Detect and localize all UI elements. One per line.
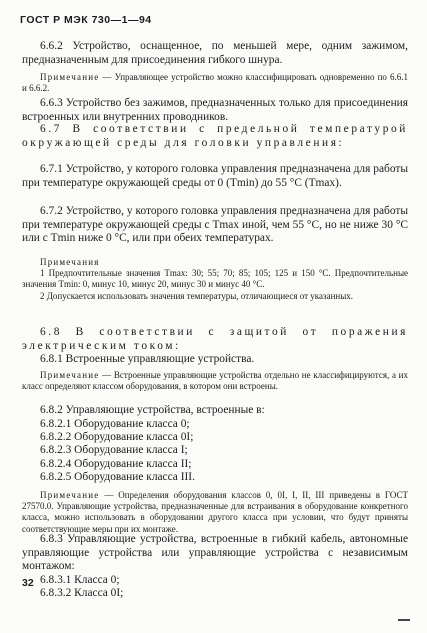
note-text: — Управляющее устройство можно классифицировать одновременно по 6.6.1 и 6.6.2. [22,72,408,94]
paragraph-6-7-1: 6.7.1 Устройство, у которого головка управления предназначена для работы при температуре окружающей среды от 0 (Tmin) до 55 °С (Tmax). [22,163,408,189]
note-label: Примечание [40,370,100,380]
paragraph-6-8-1: 6.8.1 Встроенные управляющие устройства. [40,353,255,366]
list-item: 6.8.2.4 Оборудование класса II; [40,457,192,470]
section-6-7 [22,123,408,150]
list-6-8-3 [22,574,408,601]
note-6-8-2 [22,490,408,535]
page-number: 32 [22,577,34,589]
section-6-7-2 [22,205,408,246]
list-item: 6.8.3.2 Класса 0I; [40,587,124,600]
section-6-8-3 [22,533,408,601]
paragraph-6-6-3: 6.6.3 Устройство без зажимов, предназначенных только для присоединения встроенных или внутренних проводников. [22,97,408,123]
paragraph-6-8-2: 6.8.2 Управляющие устройства, встроенные в: [40,404,265,416]
notes-label: Примечания [40,257,100,267]
list-item: 6.8.2.2 Оборудование класса 0I; [40,431,194,443]
section-6-8-2 [22,404,408,485]
section-6-7-1 [22,163,408,190]
note-text: — Определения оборудования классов 0, 0I, I, II, III приведены в ГОСТ 27570.0. Управляющие устройства, предназначенные для встраивания в оборудование конкретного класса, можно использовать в оборудовании другого класса при условии, что будут приняты соответствующие меры при их монтаже. [22,490,408,534]
section-6-6-2 [22,40,408,67]
section-6-8 [22,326,408,367]
note-6-8-1 [22,370,408,392]
note-label: Примечание [40,490,100,500]
note-text: — Встроенные управляющие устройства отдельно не классифицируются, а их класс определяют классом оборудования, в котором они встроены. [22,370,408,392]
notes-item-2: 2 Допускается использовать значения температуры, отличающиеся от указанных. [40,290,354,301]
list-item: 6.8.3.1 Класса 0; [40,573,120,586]
note-paragraph [22,72,408,94]
note-label: Примечание [40,72,100,82]
section-6-6-3 [22,97,408,124]
note-paragraph [22,490,408,535]
list-item: 6.8.2.1 Оборудование класса 0; [40,417,190,430]
note-6-6 [22,72,408,94]
heading-6-8: 6.8 В соответствии с защитой от поражения электрическим током: [22,326,408,352]
notes-6-7 [22,257,408,302]
heading-6-7: 6.7 В соответствии с предельной температурой окружающей среды для головки управления: [22,123,408,149]
page-header: ГОСТ Р МЭК 730—1—94 [20,14,152,26]
paragraph-6-8-3: 6.8.3 Управляющие устройства, встроенные в гибкий кабель, автономные управляющие устройства или управляющие устройства с независимым монтажом: [22,533,408,573]
paragraph-6-7-2: 6.7.2 Устройство, у которого головка управления предназначена для работы при температуре окружающей среды с Tmax иной, чем 55 °С, но не ниже 30 °С или с Tmin ниже 0 °С, или при обеих температурах. [22,205,408,245]
scan-mark [398,619,410,621]
list-item: 6.8.2.5 Оборудование класса III. [40,471,195,484]
note-paragraph [22,370,408,392]
paragraph-6-6-2: 6.6.2 Устройство, оснащенное, по меньшей мере, одним зажимом, предназначенным для присоединения гибкого шнура. [22,40,408,66]
notes-item-1: 1 Предпочтительные значения Tmax: 30; 55; 70; 85; 105; 125 и 150 °С. Предпочтительные значения Tmin: 0, минус 10, минус 20, минус 30 и минус 40 °С. [22,268,408,290]
list-item: 6.8.2.3 Оборудование класса I; [40,444,188,457]
list-6-8-2 [22,418,408,485]
